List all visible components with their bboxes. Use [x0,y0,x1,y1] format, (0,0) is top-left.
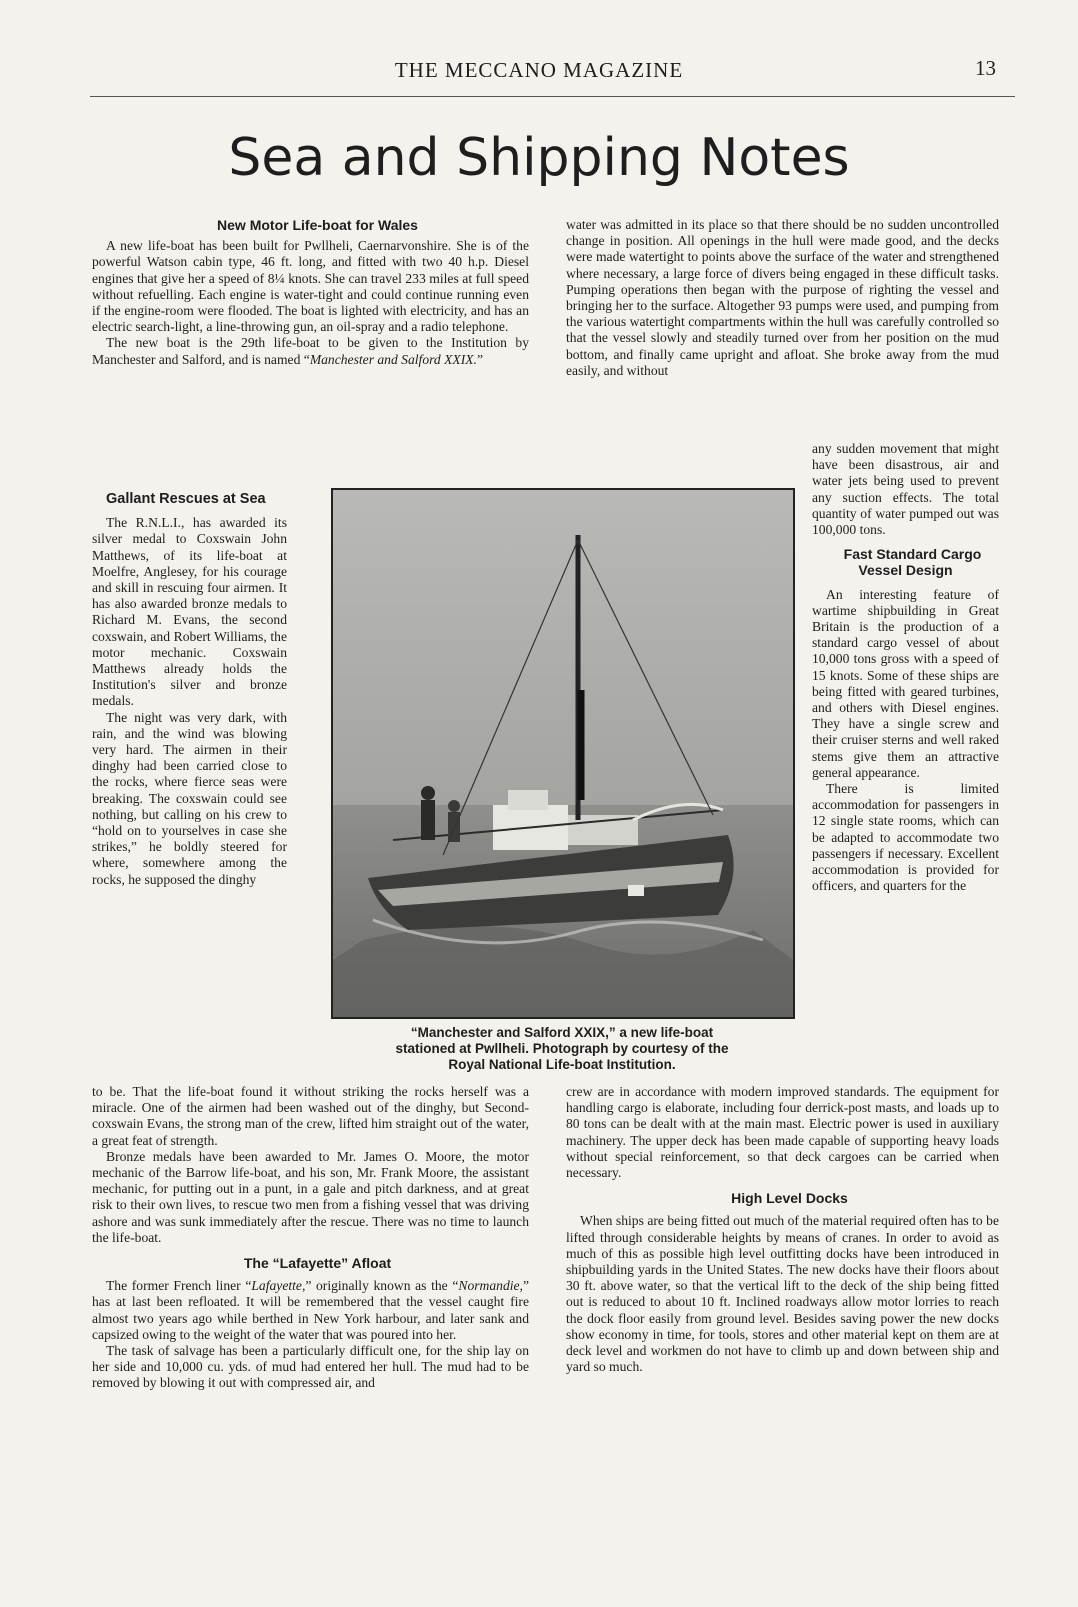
lafayette-paragraph-2: The task of salvage has been a particularly difficult one, for the ship lay on her side and 10,000 cu. yds. of mud had entered her hull. The mud had to be removed by blowing it out with compressed air, and [92,1343,529,1391]
lifeboat-name: Manchester and Salford XXIX. [309,351,477,367]
right-column-upper [566,217,999,379]
lafayette-paragraph-1: The former French liner “Lafayette,” originally known as the “Normandie,” has at last been refloated. It will be remembered that the vessel caught fire almost two years ago while berthed in New York harbour, and later sank and capsized owing to the weight of the water that was poured into her. [92,1278,529,1342]
cargo-section [812,441,999,1081]
lifeboat-section [92,217,529,368]
lifeboat-heading: New Motor Life-boat for Wales [217,217,418,233]
lifeboat-illustration [333,490,793,1017]
cargo-paragraph-1: An interesting feature of wartime shipbuilding in Great Britain is the production of a standard cargo vessel of about 10,000 tons gross with a speed of 15 knots. Some of these ships are being fitted with geared turbines, and others with Diesel engines. They have a single screw and their cruiser sterns and well raked stems give them an attractive general appearance. [812,586,999,780]
docks-paragraph-1: When ships are being fitted out much of the material required often has to be lifted through considerable heights by means of cranes. In order to avoid as much of this as possible high level outfitting docks have been introduced in shipbuilding yards in the United States. The new docks have their floors about 30 ft. above water, so that the vertical lift to the deck of the ship being fitted out is reduced to about 10 ft. Inclined roadways allow motor lorries to reach the dock floor easily from ground level. Besides saving power the new docks show economy in time, for tools, stores and other material kept on them are at deck level and workmen do not have to climb up and down between ship and yard so much. [566,1213,999,1375]
photo-caption [322,1025,802,1073]
lafayette-heading: The “Lafayette” Afloat [243,1255,392,1272]
lifeboat-paragraph-1: A new life-boat has been built for Pwllheli, Caernarvonshire. She is of the powerful Watson cabin type, 46 ft. long, and fitted with two 40 h.p. Diesel engines that give her a speed of 8¼ knots. She can travel 233 miles at full speed without refuelling. Each engine is water-tight and could continue running even if the engine-room were flooded. The boat is lighted with electricity, and has an electric search-light, a line-throwing gun, an oil-spray and a radio telephone. [92,238,529,335]
left-column-lower [92,1084,529,1392]
lifeboat-paragraph-2: The new boat is the 29th life-boat to be given to the Institution by Manchester and Salford, and is named “Manchester and Salford XXIX.” [92,335,529,367]
rescues-paragraph-3: Bronze medals have been awarded to Mr. James O. Moore, the motor mechanic of the Barrow life-boat, and his son, Mr. Frank Moore, the assistant mechanic, for putting out in a punt, in a gale and pitch darkness, and at great risk to their own lives, to rescue two men from a fishing vessel that was driving ashore and was sunk immediately after the rescue. There was no time to launch the life-boat. [92,1148,529,1245]
rescues-heading: Gallant Rescues at Sea [106,491,266,507]
caption-line-1: “Manchester and Salford XXIX,” a new life-boat [410,1025,714,1040]
cargo-paragraph-2: There is limited accommodation for passengers in 12 single state rooms, which can be adapted to accommodate two passengers if necessary. Excellent accommodation is provided for officers, and quarters for the [812,781,999,894]
rescues-section [92,491,287,1081]
page-number: 13 [975,56,996,80]
right-column-lower [566,1084,999,1375]
page-title: Sea and Shipping Notes [228,128,850,188]
rescues-paragraph-1: The R.N.L.I., has awarded its silver medal to Coxswain John Matthews, of its life-boat at Moelfre, Anglesey, for his courage and skill in rescuing four airmen. It has also awarded bronze medals to Richard M. Evans, the second coxswain, and Robert Williams, the motor mechanic. Coxswain Matthews already holds the Institution's silver and bronze medals. [92,515,287,709]
lafayette-paragraph-2-end: any sudden movement that might have been disastrous, air and water jets being used to prevent any suction effects. The total quantity of water pumped out was 100,000 tons. [812,441,999,538]
cargo-heading: Fast Standard Cargo Vessel Design [843,546,982,579]
caption-line-3: Royal National Life-boat Institution. [448,1057,676,1072]
rescues-paragraph-2-continued: to be. That the life-boat found it without striking the rocks herself was a miracle. One of the airmen had been washed out of the dinghy, but Second-coxswain Evans, the strong man of the crew, lifted him straight out of the water, a great feat of strength. [92,1084,529,1148]
header-rule [90,96,1015,97]
caption-line-2: stationed at Pwllheli. Photograph by courtesy of the [395,1041,729,1056]
docks-heading: High Level Docks [731,1190,848,1207]
cargo-paragraph-2-continued: crew are in accordance with modern improved standards. The equipment for handling cargo is elaborate, including four derrick-post masts, and loads up to 80 tons can be dealt with at the main mast. Electric power is used in auxiliary machinery. The upper deck has been made capable of supporting heavy loads without special reinforcement, so that deck cargoes can be carried when necessary. [566,1084,999,1181]
publication-header: THE MECCANO MAGAZINE [394,58,684,82]
rescues-paragraph-2: The night was very dark, with rain, and the wind was blowing very hard. The airmen in their dinghy had been carried close to the rocks, where fierce seas were breaking. The coxswain could see nothing, but calling on his crew to “hold on to yourselves in case she strikes,” he boldly steered for where, somewhere among the rocks, he supposed the dinghy [92,709,287,887]
lifeboat-photo [331,488,795,1019]
lafayette-paragraph-2-continued: water was admitted in its place so that there should be no sudden uncontrolled change in position. All openings in the hull were made good, and the decks were made watertight to points above the surface of the water and strengthened where necessary, a large force of divers being engaged in these difficult tasks. Pumping operations then began with the purpose of righting the vessel and bringing her to the surface. Altogether 93 pumps were used, and pumping from the various watertight compartments within the hull was carefully controlled so that the vessel slowly and steadily turned over from her position on the mud bottom, and finally came upright and afloat. She broke away from the mud easily, and without [566,217,999,378]
